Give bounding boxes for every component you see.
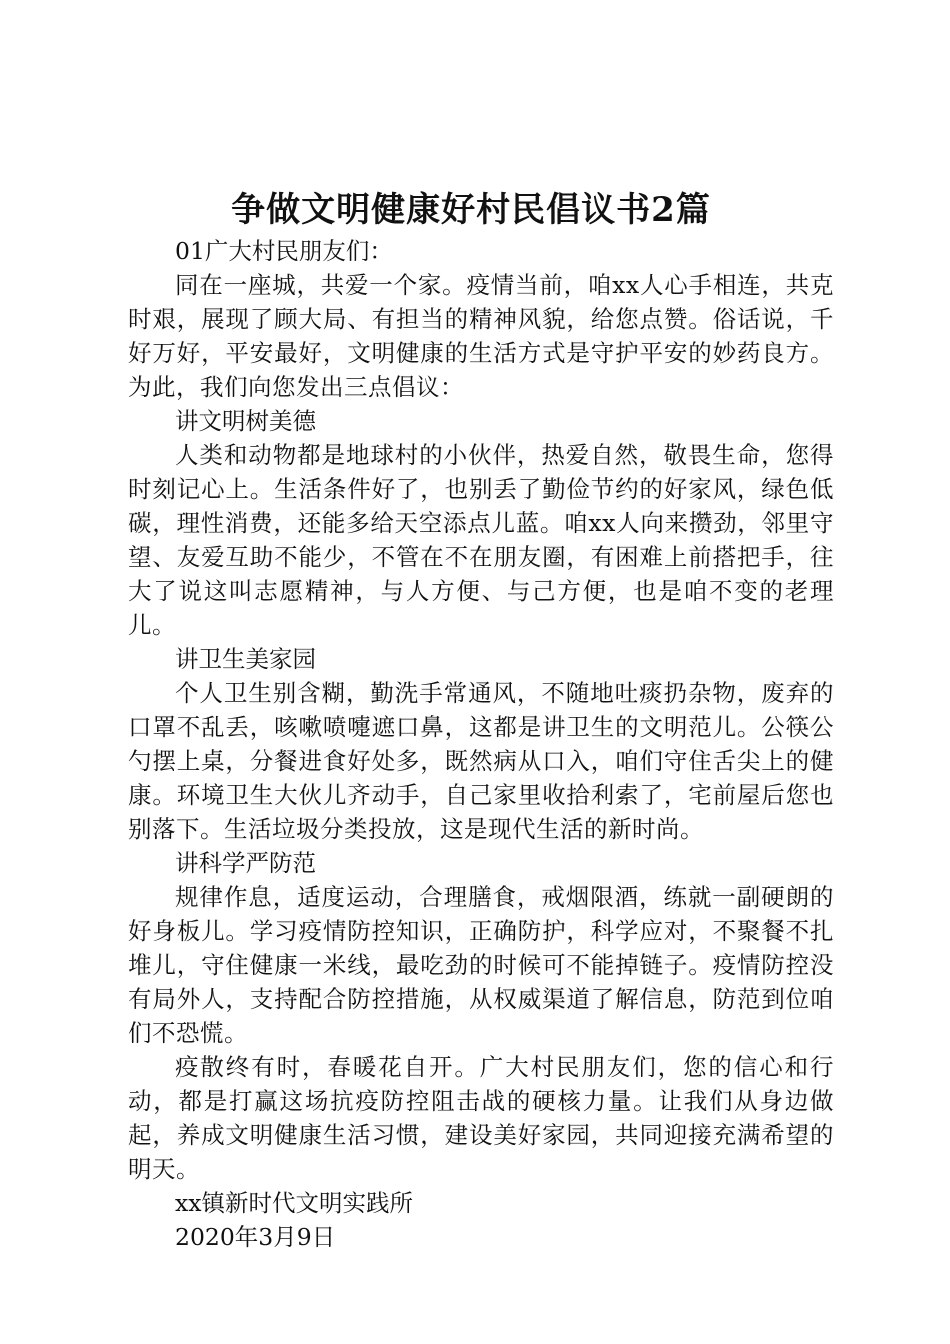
closing-paragraph: 疫散终有时，春暖花自开。广大村民朋友们，您的信心和行动，都是打赢这场抗疫防控阻击战的硬核力量。让我们从身边做起，养成文明健康生活习惯，建设美好家园，共同迎接充满希望的明天。 [128,1053,834,1183]
intro-paragraph: 同在一座城，共爱一个家。疫情当前，咱xx人心手相连，共克时艰，展现了顾大局、有担当的精神风貌，给您点赞。俗话说，千好万好，平安最好，文明健康的生活方式是守护平安的妙药良方。为此，我们向您发出三点倡议： [128,271,834,401]
section-body-science: 规律作息，适度运动，合理膳食，戒烟限酒，练就一副硬朗的好身板儿。学习疫情防控知识，正确防护，科学应对，不聚餐不扎堆儿，守住健康一米线，最吃劲的时候可不能掉链子。疫情防控没有局外人，支持配合防控措施，从权威渠道了解信息，防范到位咱们不恐慌。 [128,883,834,1047]
document-title: 争做文明健康好村民倡议书2篇 [231,190,711,230]
date: 2020年3月9日 [175,1223,336,1251]
section-body-civility: 人类和动物都是地球村的小伙伴，热爱自然，敬畏生命，您得时刻记心上。生活条件好了，也别丢了勤俭节约的好家风，绿色低碳，理性消费，还能多给天空添点儿蓝。咱xx人向来攒劲，邻里守望、友爱互助不能少，不管在不在朋友圈，有困难上前搭把手，往大了说这叫志愿精神，与人方便、与己方便，也是咱不变的老理儿。 [128,441,834,639]
section-heading-hygiene: 讲卫生美家园 [175,645,316,673]
section-heading-civility: 讲文明树美德 [175,407,316,435]
document-page [128,186,834,1254]
section-heading-science: 讲科学严防范 [175,849,316,877]
greeting: 01广大村民朋友们： [175,237,393,265]
signature: xx镇新时代文明实践所 [175,1189,414,1217]
section-body-hygiene: 个人卫生别含糊，勤洗手常通风，不随地吐痰扔杂物，废弃的口罩不乱丢，咳嗽喷嚏遮口鼻，这都是讲卫生的文明范儿。公筷公勺摆上桌，分餐进食好处多，既然病从口入，咱们守住舌尖上的健康。环境卫生大伙儿齐动手，自己家里收拾利索了，宅前屋后您也别落下。生活垃圾分类投放，这是现代生活的新时尚。 [128,679,834,843]
